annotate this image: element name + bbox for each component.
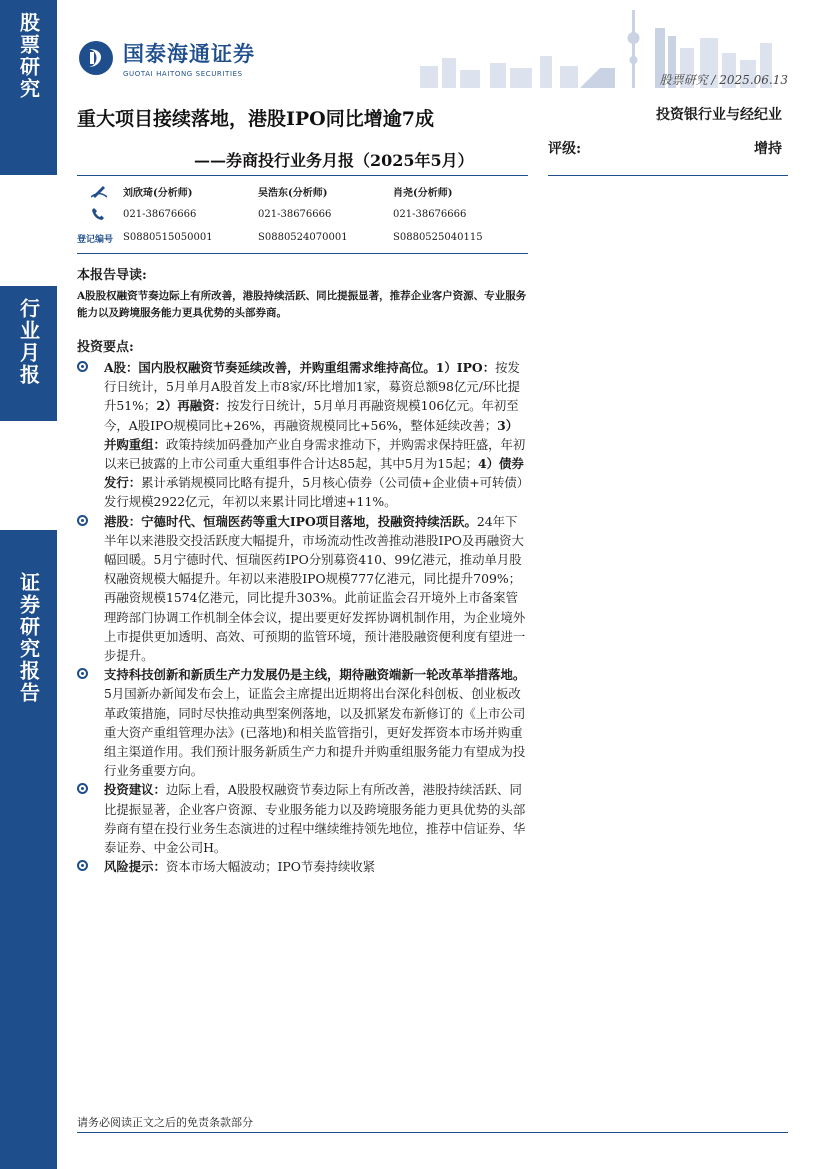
report-title: 重大项目接续落地，港股IPO同比增逾7成 (77, 108, 434, 130)
logo-name-en: GUOTAI HAITONG SECURITIES (123, 70, 243, 78)
bullet-icon (77, 783, 88, 794)
report-subtitle: ——券商投行业务月报（2025年5月） (194, 151, 474, 170)
intro-heading: 本报告导读: (77, 268, 147, 283)
analyst-2-reg: S0880524070001 (258, 232, 348, 243)
logo-mark-icon (77, 39, 115, 77)
side-tag-securities-report (0, 530, 57, 1169)
registration-label: 登记编号 (77, 235, 114, 245)
analyst-2-name: 吴浩东(分析师) (258, 188, 328, 199)
bullet-icon (77, 860, 88, 871)
rating-label: 评级: (548, 141, 582, 157)
side-bar (0, 0, 57, 1169)
point-text: 按发行日统计，5月单月再融资规模106亿元。年初至今，A股IPO规模同比+26%，再融资规模同比+56%，整体延续改善； (104, 398, 519, 433)
point-text: 政策持续加码叠加产业自身需求推动下，并购需求保持旺盛，年初以来已披露的上市公司重大重组事件合计达85起，其中5月为15起； (104, 436, 526, 472)
logo-name-cn: 国泰海通证券 (123, 42, 255, 66)
analyst-2-phone: 021-38676666 (258, 209, 332, 220)
point-investment-advice (77, 780, 529, 857)
footer-divider (77, 1132, 788, 1133)
point-text: 累计承销规模同比略有提升，5月核心债券（公司债+企业债+可转债）发行规模2922亿元，年初以来累计同比增速+11%。 (104, 475, 523, 510)
side-tag-stock-research (0, 0, 57, 175)
point-lead: 风险提示： (104, 859, 166, 875)
point-text: 5月国新办新闻发布会上，证监会主席提出近期将出台深化科创板、创业板改革政策措施，同时尽快推动典型案例落地，以及抓紧发布新修订的《上市公司重大资产重组管理办法》(已落地)和相关监管指引，更好发挥资本市场并购重组主渠道作用。我们预计服务新质生产力和提升并购重组服务能力有望成为投行业务重要方向。 (104, 686, 526, 779)
point-a-share (77, 358, 529, 512)
rating-divider (548, 175, 788, 176)
point-lead: 投资建议： (104, 782, 166, 798)
point-lead: 3）并购重组： (104, 417, 519, 452)
pen-icon (91, 184, 107, 201)
point-text: 按发行日统计，5月单月A股首发上市8家/环比增加1家，募资总额98亿元/环比提升51%； (104, 360, 521, 414)
points-heading: 投资要点: (77, 340, 134, 355)
report-meta: 股票研究 / 2025.06.13 (659, 73, 788, 87)
phone-icon (91, 207, 105, 224)
analyst-1-name: 刘欣琦(分析师) (123, 188, 193, 199)
point-lead: 4）债券发行： (104, 456, 524, 491)
company-logo (77, 38, 255, 78)
bullet-icon (77, 361, 88, 372)
analysts-block (77, 180, 528, 250)
analysts-divider (77, 253, 528, 254)
side-tag-text: 证券研究报告 (16, 572, 41, 704)
point-lead: 支持科技创新和新质生产力发展仍是主线，期待融资端新一轮改革举措落地。 (104, 667, 526, 683)
point-lead: 2）再融资： (156, 398, 227, 414)
point-lead: A股：国内股权融资节奏延续改善，并购重组需求维持高位。1）IPO： (104, 360, 496, 375)
point-tech-innovation (77, 665, 529, 780)
point-text: 24年下半年以来港股交投活跃度大幅提升，市场流动性改善推动港股IPO及再融资大幅回暖。5月宁德时代、恒瑞医药IPO分别募资410、99亿港元，推动单月股权融资规模大幅提升。年初以来港股IPO规模777亿港元，同比提升709%；再融资规模1574亿港元，同比提升303%。此前证监会召开境外上市备案管理跨部门协调工作机制全体会议，提出要更好发挥协调机制作用，为企业境外上市提供更加透明、高效、可预期的监管环境，预计港股融资便利度有望进一步提升。 (104, 513, 526, 664)
analyst-3-reg: S0880525040115 (393, 232, 483, 243)
intro-text: A股股权融资节奏边际上有所改善，港股持续活跃、同比提振显著，推荐企业客户资源、专业服务能力以及跨境服务能力更具优势的头部券商。 (77, 290, 527, 319)
disclaimer-footer: 请务必阅读正文之后的免责条款部分 (77, 1116, 253, 1129)
sector-name: 投资银行业与经纪业 (656, 107, 782, 123)
side-tag-industry-monthly (0, 286, 57, 421)
bullet-icon (77, 668, 88, 679)
bullet-icon (77, 515, 88, 526)
point-hk-share (77, 512, 529, 666)
analyst-3-name: 肖尧(分析师) (393, 188, 453, 199)
investment-points (77, 358, 529, 876)
analyst-1-reg: S0880515050001 (123, 232, 213, 243)
side-tag-text: 行业月报 (16, 298, 41, 386)
title-divider (77, 175, 528, 176)
point-lead: 港股：宁德时代、恒瑞医药等重大IPO项目落地，投融资持续活跃。 (104, 513, 477, 529)
point-text: 边际上看，A股股权融资节奏边际上有所改善，港股持续活跃、同比提振显著，企业客户资源、专业服务能力以及跨境服务能力更具优势的头部券商有望在投行业务生态演进的过程中继续维持领先地位，推荐中信证券、华泰证券、中金公司H。 (104, 782, 526, 856)
point-risk (77, 857, 529, 876)
point-text: 资本市场大幅波动；IPO节奏持续收紧 (165, 859, 376, 875)
rating-value: 增持 (754, 141, 782, 157)
analyst-3-phone: 021-38676666 (393, 209, 467, 220)
side-tag-text: 股票研究 (16, 12, 41, 100)
analyst-1-phone: 021-38676666 (123, 209, 197, 220)
